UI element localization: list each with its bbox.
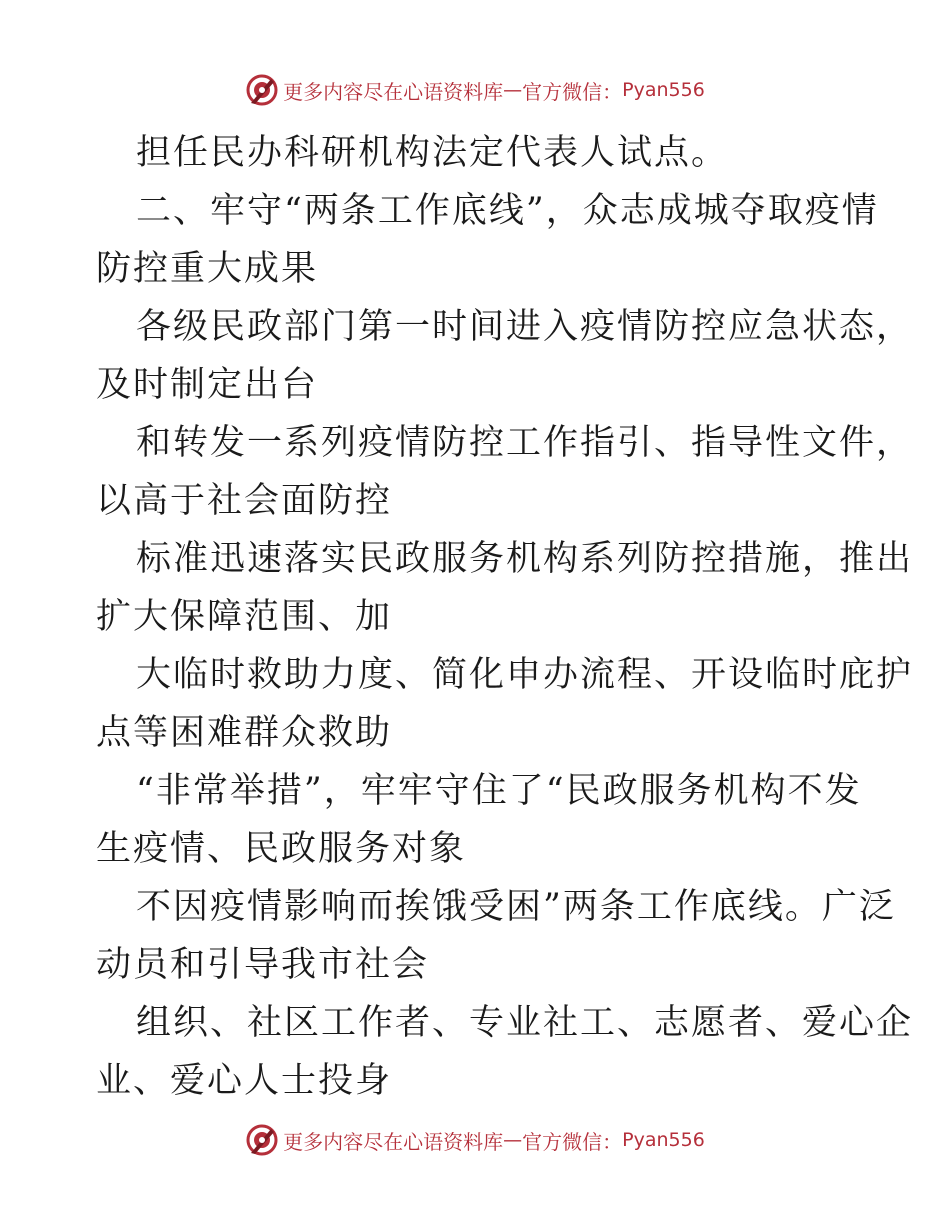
text-line: 生疫情、民政服务对象 xyxy=(96,829,467,869)
section-heading: 二、牢守“两条工作底线”，众志成城夺取疫情 xyxy=(136,191,879,231)
watermark-wechat-id: Pyan556 xyxy=(622,79,705,101)
quill-seal-icon xyxy=(245,73,279,107)
text-line: 大临时救助力度、简化申办流程、开设临时庇护 xyxy=(136,655,914,695)
watermark-main-text: 更多内容尽在心语资料库 xyxy=(283,1129,504,1154)
watermark-official-label: 官方微信： xyxy=(522,79,623,104)
text-line: 及时制定出台 xyxy=(96,365,319,405)
text-line: 不因疫情影响而挨饿受困”两条工作底线。广泛 xyxy=(136,887,896,927)
watermark-official-label: 官方微信： xyxy=(522,1129,623,1154)
text-line: 组织、社区工作者、专业社工、志愿者、爱心企 xyxy=(136,1003,914,1043)
section-heading-cont: 防控重大成果 xyxy=(96,249,319,289)
text-line: 业、爱心人士投身 xyxy=(96,1061,393,1101)
text-line: 各级民政部门第一时间进入疫情防控应急状态， xyxy=(136,307,914,347)
document-body xyxy=(96,124,914,1110)
text-line: “非常举措”，牢牢守住了“民政服务机构不发 xyxy=(136,771,862,811)
text-line: 标准迅速落实民政服务机构系列防控措施，推出 xyxy=(136,539,914,579)
text-line: 点等困难群众救助 xyxy=(96,713,393,753)
watermark-wechat-id: Pyan556 xyxy=(622,1129,705,1151)
text-line: 担任民办科研机构法定代表人试点。 xyxy=(136,133,729,173)
text-line: 和转发一系列疫情防控工作指引、指导性文件， xyxy=(136,423,914,463)
watermark-separator: — xyxy=(503,1129,523,1151)
header-watermark xyxy=(0,70,950,110)
footer-watermark xyxy=(0,1120,950,1160)
text-line: 扩大保障范围、加 xyxy=(96,597,393,637)
text-line: 以高于社会面防控 xyxy=(96,481,393,521)
text-line: 动员和引导我市社会 xyxy=(96,945,430,985)
watermark-main-text: 更多内容尽在心语资料库 xyxy=(283,79,504,104)
watermark-separator: — xyxy=(503,79,523,101)
quill-seal-icon xyxy=(245,1123,279,1157)
